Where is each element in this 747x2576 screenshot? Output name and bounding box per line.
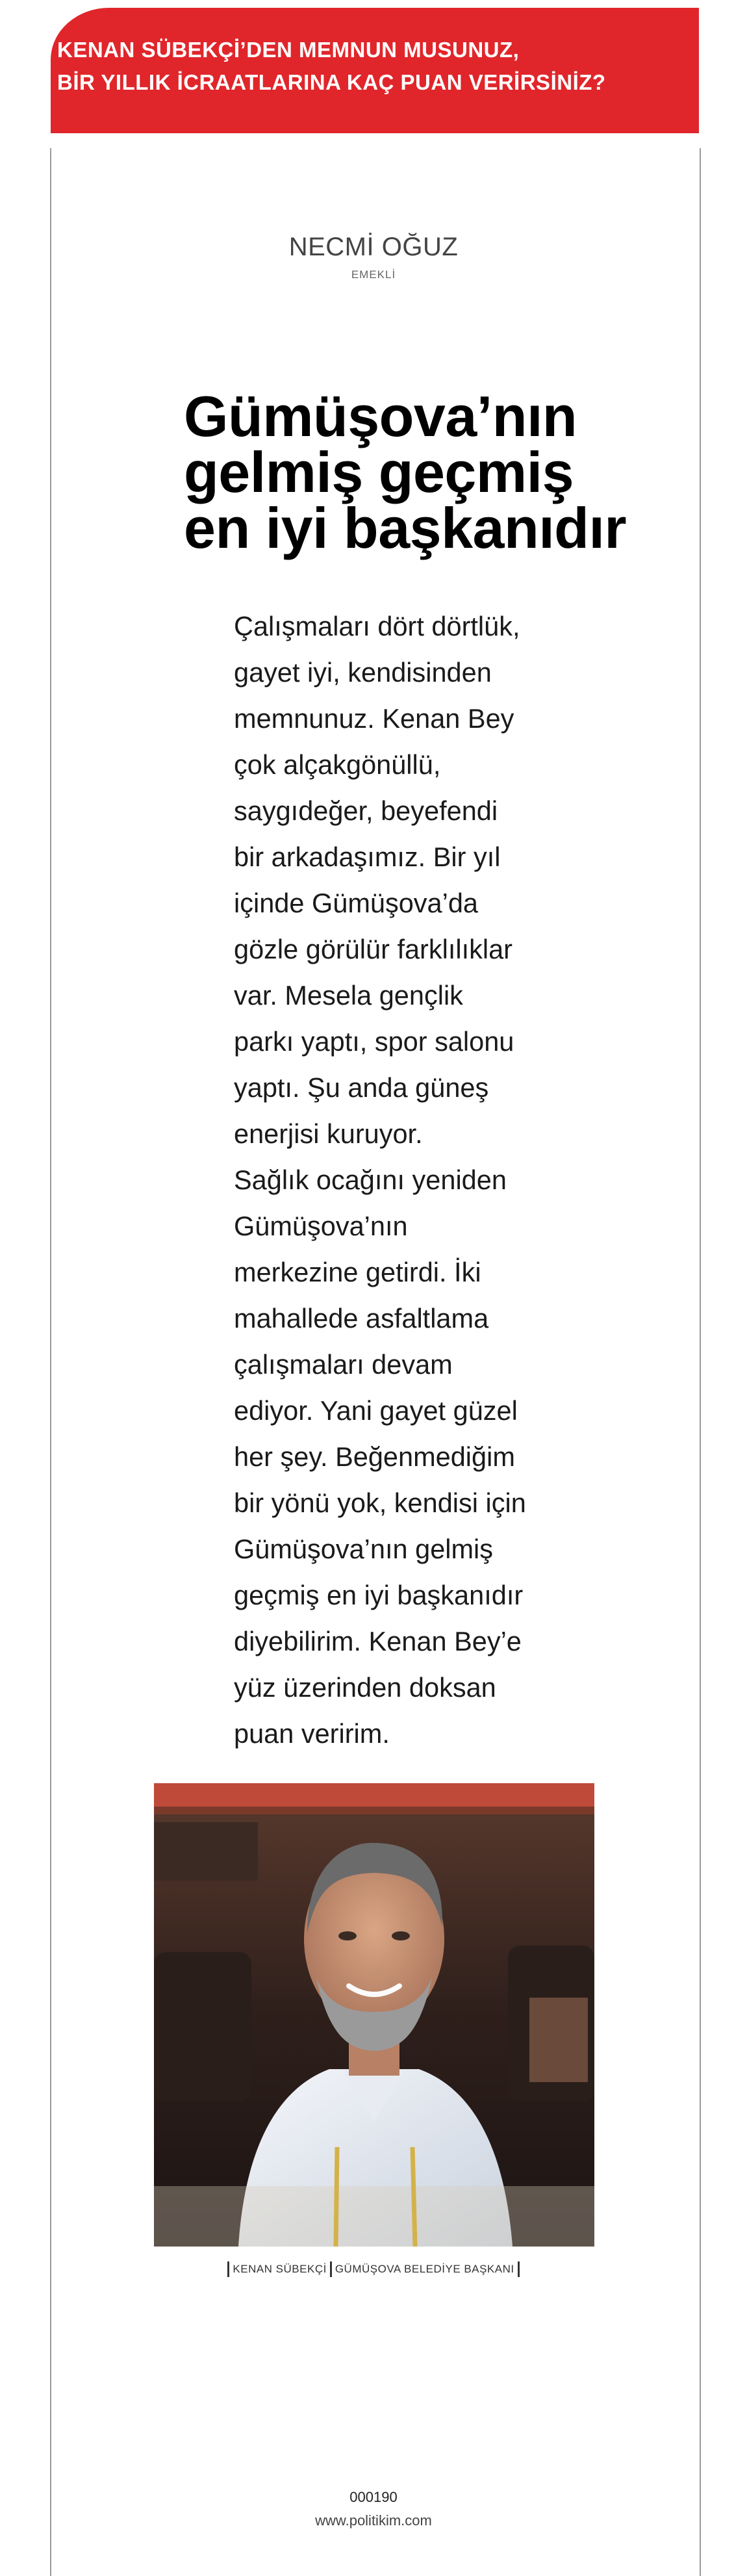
body-line: çok alçakgönüllü, <box>234 749 441 780</box>
headline-line: gelmiş geçmiş <box>184 440 574 504</box>
body-line: enerjisi kuruyor. <box>234 1118 423 1149</box>
body-line: Sağlık ocağını yeniden <box>234 1165 507 1195</box>
body-line: geçmiş en iyi başkanıdır <box>234 1580 524 1610</box>
author-name: NECMİ OĞUZ <box>288 233 459 261</box>
left-border-rule <box>50 148 51 2576</box>
banner-line-1: KENAN SÜBEKÇİ’DEN MEMNUN MUSUNUZ, <box>57 38 520 62</box>
website-url: www.politikim.com <box>315 2512 432 2529</box>
body-line: Çalışmaları dört dörtlük, <box>234 611 520 641</box>
article-body <box>234 603 559 1757</box>
body-line: yüz üzerinden doksan <box>234 1672 496 1703</box>
right-border-rule <box>700 148 701 2576</box>
body-line: çalışmaları devam <box>234 1349 453 1380</box>
photo-caption <box>0 2261 747 2277</box>
body-line: saygıdeğer, beyefendi <box>234 795 498 826</box>
body-line: bir arkadaşımız. Bir yıl <box>234 842 501 872</box>
caption-divider <box>227 2261 229 2277</box>
caption-divider <box>518 2261 520 2277</box>
article-headline <box>184 384 690 560</box>
portrait-illustration <box>154 1783 594 2247</box>
body-line: puan veririm. <box>234 1718 390 1749</box>
caption-divider <box>330 2261 332 2277</box>
body-line: ediyor. Yani gayet güzel <box>234 1395 518 1426</box>
author-role: EMEKLİ <box>351 268 396 281</box>
body-line: diyebilirim. Kenan Bey’e <box>234 1626 522 1656</box>
caption-name: KENAN SÜBEKÇİ <box>233 2263 327 2275</box>
headline-line: Gümüşova’nın <box>184 384 577 448</box>
body-line: parkı yaptı, spor salonu <box>234 1026 514 1057</box>
banner-line-2: BİR YILLIK İCRAATLARINA KAÇ PUAN VERİRSİNİZ? <box>57 70 606 94</box>
caption-title: GÜMÜŞOVA BELEDİYE BAŞKANI <box>335 2263 514 2275</box>
body-line: Gümüşova’nın gelmiş <box>234 1534 494 1564</box>
body-line: var. Mesela gençlik <box>234 980 463 1011</box>
body-line: gözle görülür farklılıklar <box>234 934 513 964</box>
body-line: yaptı. Şu anda güneş <box>234 1072 489 1103</box>
mayor-portrait-photo <box>154 1783 594 2247</box>
headline-line: en iyi başkanıdır <box>184 496 627 560</box>
banner-question <box>57 34 606 99</box>
body-line: merkezine getirdi. İki <box>234 1257 481 1287</box>
body-line: bir yönü yok, kendisi için <box>234 1488 526 1518</box>
body-line: memnunuz. Kenan Bey <box>234 703 514 734</box>
body-line: içinde Gümüşova’da <box>234 888 479 918</box>
body-line: mahallede asfaltlama <box>234 1303 489 1333</box>
body-line: Gümüşova’nın <box>234 1211 408 1241</box>
body-line: her şey. Beğenmediğim <box>234 1441 515 1472</box>
body-line: gayet iyi, kendisinden <box>234 657 492 688</box>
page-code: 000190 <box>349 2489 398 2505</box>
